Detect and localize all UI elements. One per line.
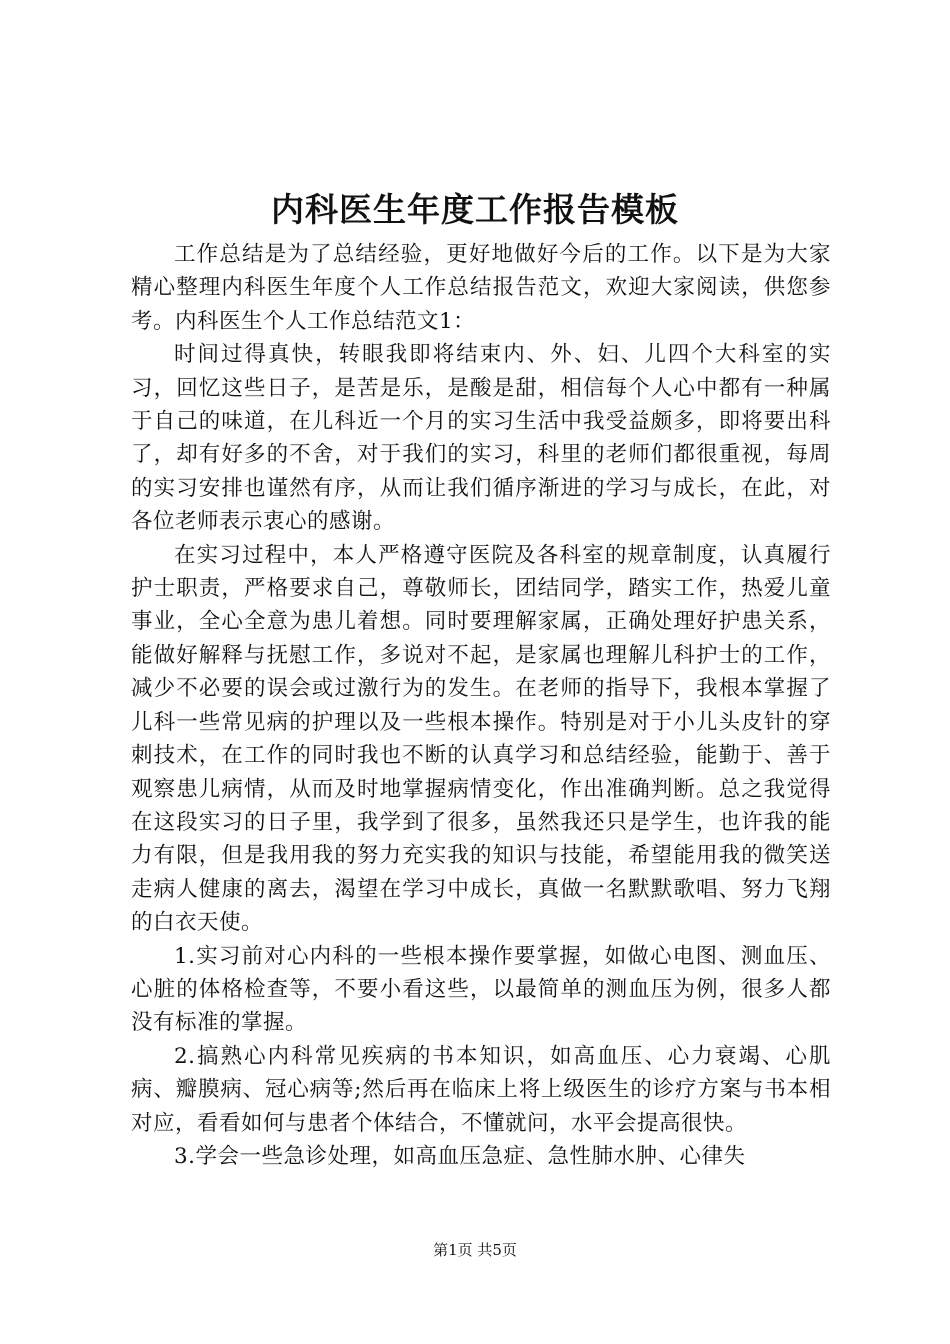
paragraph-item-2: 2.搞熟心内科常见疾病的书本知识，如高血压、心力衰竭、心肌病、瓣膜病、冠心病等;然后再在临床上将上级医生的诊疗方案与书本相对应，看看如何与患者个体结合，不懂就问，水平会提高很快。 [131, 1043, 831, 1136]
paragraph-item-3: 3.学会一些急诊处理，如高血压急症、急性肺水肿、心律失 [174, 1143, 746, 1169]
page-footer: 第1页 共5页 [433, 1241, 517, 1259]
paragraph-internship: 在实习过程中，本人严格遵守医院及各科室的规章制度，认真履行护士职责，严格要求自己，尊敬师长，团结同学，踏实工作，热爱儿童事业，全心全意为患儿着想。同时要理解家属，正确处理好护患关系，能做好解释与抚慰工作，多说对不起，是家属也理解儿科护士的工作，减少不必要的误会或过激行为的发生。在老师的指导下，我根本掌握了儿科一些常见病的护理以及一些根本操作。特别是对于小儿头皮针的穿刺技术，在工作的同时我也不断的认真学习和总结经验，能勤于、善于观察患儿病情，从而及时地掌握病情变化，作出准确判断。总之我觉得在这段实习的日子里，我学到了很多，虽然我还只是学生，也许我的能力有限，但是我用我的努力充实我的知识与技能，希望能用我的微笑送走病人健康的离去，渴望在学习中成长，真做一名默默歌唱、努力飞翔的白衣天使。 [131, 542, 831, 936]
paragraph-reflection: 时间过得真快，转眼我即将结束内、外、妇、儿四个大科室的实习，回忆这些日子，是苦是乐，是酸是甜，相信每个人心中都有一种属于自己的味道，在儿科近一个月的实习生活中我受益颇多，即将要出科了，却有好多的不舍，对于我们的实习，科里的老师们都很重视，每周的实习安排也谨然有序，从而让我们循序渐进的学习与成长，在此，对各位老师表示衷心的感谢。 [131, 342, 831, 535]
paragraph-intro: 工作总结是为了总结经验，更好地做好今后的工作。以下是为大家精心整理内科医生年度个人工作总结报告范文，欢迎大家阅读，供您参考。内科医生个人工作总结范文1： [131, 242, 831, 334]
document-title: 内科医生年度工作报告模板 [271, 190, 679, 229]
paragraph-item-1: 1.实习前对心内科的一些根本操作要掌握，如做心电图、测血压、心脏的体格检查等，不要小看这些，以最简单的测血压为例，很多人都没有标准的掌握。 [131, 943, 831, 1036]
document-body [131, 238, 831, 1173]
